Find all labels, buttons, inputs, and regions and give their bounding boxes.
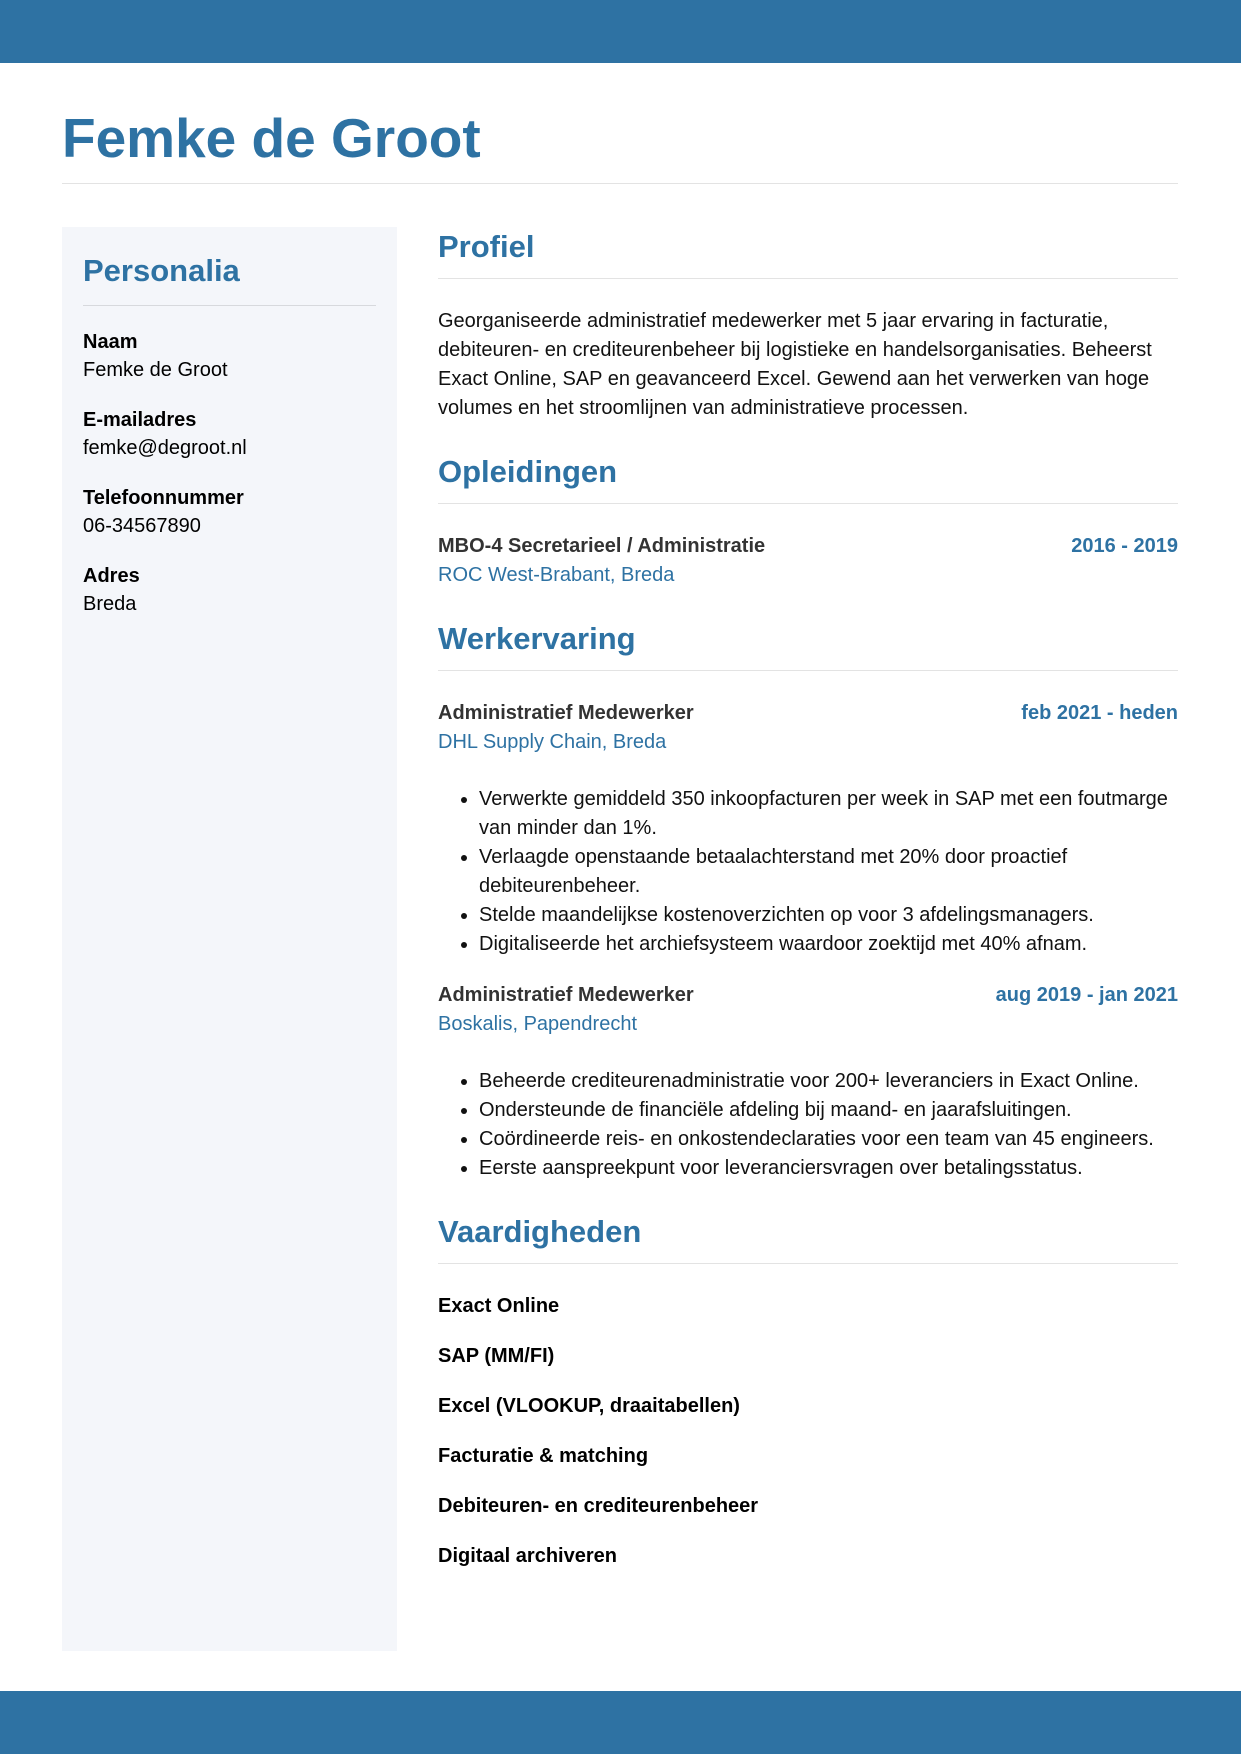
main-content [438, 224, 1178, 1597]
field-phone [83, 484, 376, 540]
education-heading: Opleidingen [438, 454, 618, 489]
field-label: Naam [83, 331, 138, 353]
achievement-item: • Eerste aanspreekpunt voor leveranciersvragen over betalingsstatus. [479, 1154, 1178, 1183]
top-banner [0, 0, 1241, 63]
bottom-banner [0, 1691, 1241, 1754]
email-value: femke@degroot.nl [83, 437, 247, 459]
skills-heading: Vaardigheden [438, 1214, 642, 1249]
field-label: E-mailadres [83, 409, 197, 431]
personal-info-panel [62, 227, 397, 1651]
achievement-item: • Digitaliseerde het archiefsysteem waardoor zoektijd met 40% afnam. [479, 930, 1178, 959]
skill-item: Excel (VLOOKUP, draaitabellen) [438, 1395, 740, 1417]
achievement-item: • Ondersteunde de financiële afdeling bij maand- en jaarafsluitingen. [479, 1096, 1178, 1125]
personal-info-divider [83, 305, 376, 306]
education-entry [438, 532, 1178, 590]
achievement-item: • Beheerde crediteurenadministratie voor 200+ leveranciers in Exact Online. [479, 1067, 1178, 1096]
skill-item: SAP (MM/FI) [438, 1345, 555, 1367]
field-address [83, 562, 376, 618]
section-divider [438, 503, 1178, 504]
achievement-item: • Verlaagde openstaande betaalachterstand met 20% door proactief debiteurenbeheer. [479, 843, 1178, 901]
achievement-item: • Coördineerde reis- en onkostendeclaraties voor een team van 45 engineers. [479, 1125, 1178, 1154]
education-period: 2016 - 2019 [1071, 535, 1178, 557]
field-label: Telefoonnummer [83, 487, 244, 509]
section-divider [438, 670, 1178, 671]
experience-entry [438, 981, 1178, 1183]
field-value: Femke de Groot [83, 359, 228, 381]
address-value: Breda [83, 593, 137, 615]
skill-item: Debiteuren- en crediteurenbeheer [438, 1495, 759, 1517]
experience-entry [438, 699, 1178, 959]
achievement-item: • Verwerkte gemiddeld 350 inkoopfacturen per week in SAP met een foutmarge van minder dan 1%. [479, 785, 1178, 843]
section-divider [438, 278, 1178, 279]
school-name: ROC West-Brabant, Breda [438, 564, 675, 586]
profile-section [438, 224, 1178, 423]
profile-heading: Profiel [438, 229, 535, 264]
achievement-list [438, 1067, 1178, 1183]
title-divider [62, 183, 1178, 184]
experience-section [438, 616, 1178, 1183]
job-period: aug 2019 - jan 2021 [995, 984, 1178, 1006]
page-title: Femke de Groot [62, 107, 481, 169]
field-name [83, 328, 376, 384]
skill-item: Facturatie & matching [438, 1445, 649, 1467]
education-section [438, 449, 1178, 590]
skill-item: Exact Online [438, 1295, 560, 1317]
job-title: Administratief Medewerker [438, 984, 694, 1006]
achievement-item: • Stelde maandelijkse kostenoverzichten op voor 3 afdelingsmanagers. [479, 901, 1178, 930]
job-period: feb 2021 - heden [1021, 702, 1178, 724]
profile-text: Georganiseerde administratief medewerker met 5 jaar ervaring in facturatie, debiteuren- en crediteurenbeheer bij logistieke en handelsorganisaties. Beheerst Exact Online, SAP en geavanceerd Excel. Gewend aan het verwerken van hoge volumes en het stroomlijnen van administratieve processen. [438, 310, 1152, 419]
field-label: Adres [83, 565, 140, 587]
field-email [83, 406, 376, 462]
experience-heading: Werkervaring [438, 621, 636, 656]
company-name: DHL Supply Chain, Breda [438, 731, 667, 753]
job-title: Administratief Medewerker [438, 702, 694, 724]
section-divider [438, 1263, 1178, 1264]
skills-section [438, 1209, 1178, 1571]
phone-value: 06-34567890 [83, 515, 201, 537]
degree-title: MBO-4 Secretarieel / Administratie [438, 535, 766, 557]
skill-item: Digitaal archiveren [438, 1545, 617, 1567]
company-name: Boskalis, Papendrecht [438, 1013, 638, 1035]
achievement-list [438, 785, 1178, 959]
personal-info-heading: Personalia [83, 253, 240, 288]
